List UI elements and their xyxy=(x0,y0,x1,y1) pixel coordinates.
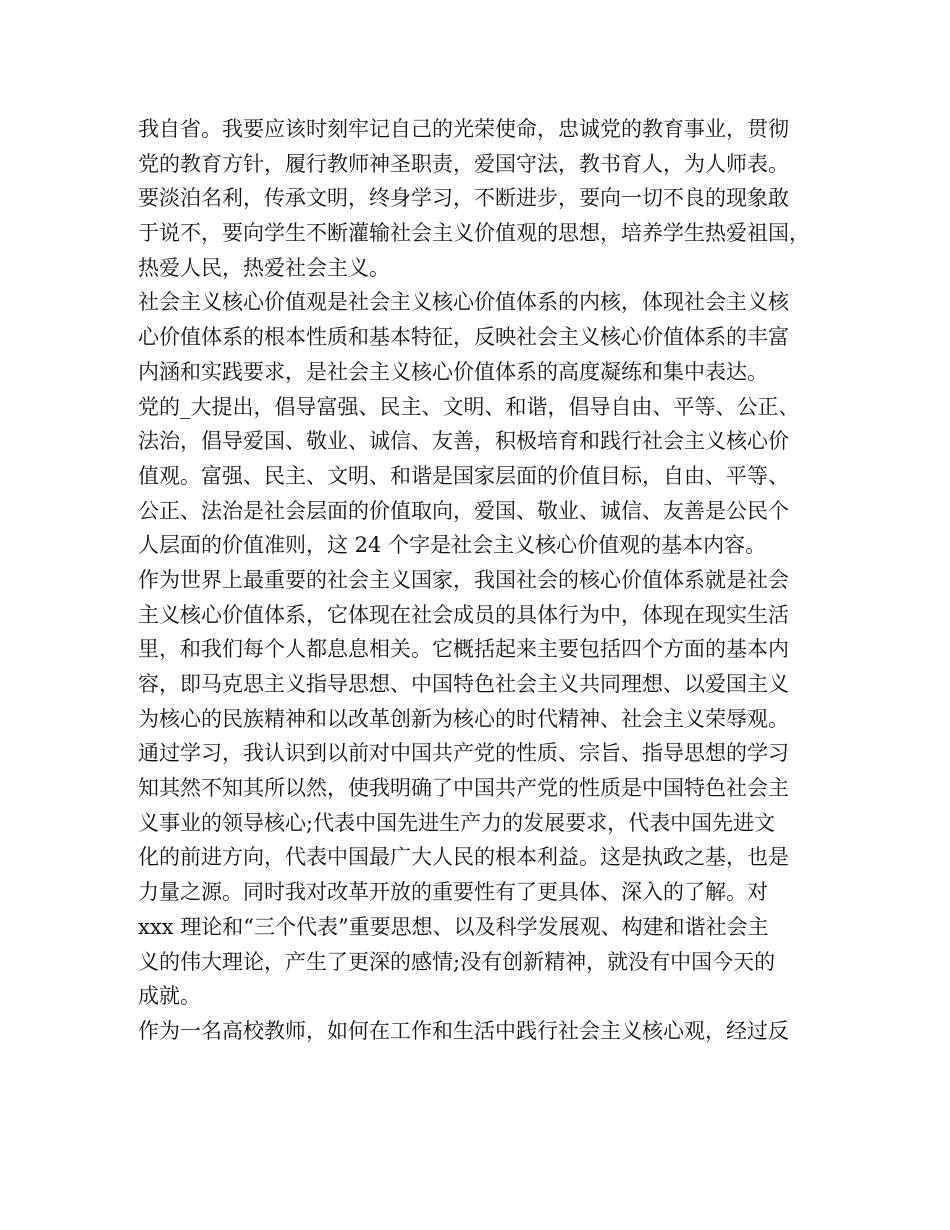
text-line: 党的_大提出，倡导富强、民主、文明、和谐，倡导自由、平等、公正、 xyxy=(138,394,800,419)
text-line: 值观。富强、民主、文明、和谐是国家层面的价值目标，自由、平等、 xyxy=(138,463,789,488)
text-line: 党的教育方针，履行教师神圣职责，爱国守法，教书育人，为人师表。 xyxy=(138,151,789,176)
text-line: 人层面的价值准则，这 24 个字是社会主义核心价值观的基本内容。 xyxy=(138,533,767,558)
text-line: 里，和我们每个人都息息相关。它概括起来主要包括四个方面的基本内 xyxy=(138,637,789,662)
text-line: 容，即马克思主义指导思想、中国特色社会主义共同理想、以爱国主义 xyxy=(138,672,789,696)
text-line: 我自省。我要应该时刻牢记自己的光荣使命，忠诚党的教育事业，贯彻 xyxy=(138,117,789,141)
text-line: 作为一名高校教师，如何在工作和生活中践行社会主义核心观，经过反 xyxy=(138,1018,789,1043)
text-line: 为核心的民族精神和以改革创新为核心的时代精神、社会主义荣辱观。 xyxy=(138,706,789,731)
text-line: 法治，倡导爱国、敬业、诚信、友善，积极培育和践行社会主义核心价 xyxy=(138,429,789,454)
text-line: 化的前进方向，代表中国最广大人民的根本利益。这是执政之基，也是 xyxy=(138,845,789,870)
text-line: 心价值体系的根本性质和基本特征，反映社会主义核心价值体系的丰富 xyxy=(138,325,789,350)
text-line: 主义核心价值体系，它体现在社会成员的具体行为中，体现在现实生活 xyxy=(138,602,789,627)
text-line: 内涵和实践要求，是社会主义核心价值体系的高度凝练和集中表达。 xyxy=(138,359,768,384)
text-line: 热爱人民，热爱社会主义。 xyxy=(138,255,390,280)
text-line: 公正、法治是社会层面的价值取向，爱国、敬业、诚信、友善是公民个 xyxy=(138,498,789,523)
text-line: xxx 理论和“三个代表”重要思想、以及科学发展观、构建和谐社会主 xyxy=(138,914,769,939)
text-line: 义事业的领导核心;代表中国先进生产力的发展要求，代表中国先进文 xyxy=(138,810,776,835)
text-line: 于说不，要向学生不断灌输社会主义价值观的思想，培养学生热爱祖国， xyxy=(138,221,810,246)
text-line: 作为世界上最重要的社会主义国家，我国社会的核心价值体系就是社会 xyxy=(138,567,789,592)
text-line: 通过学习，我认识到以前对中国共产党的性质、宗旨、指导思想的学习 xyxy=(138,741,789,766)
document-body xyxy=(138,112,838,1049)
text-line: 要淡泊名利，传承文明，终身学习，不断进步，要向一切不良的现象敢 xyxy=(138,186,789,211)
text-line: 社会主义核心价值观是社会主义核心价值体系的内核，体现社会主义核 xyxy=(138,290,789,315)
text-line: 力量之源。同时我对改革开放的重要性有了更具体、深入的了解。对 xyxy=(138,880,768,905)
text-line: 义的伟大理论，产生了更深的感情;没有创新精神，就没有中国今天的 xyxy=(138,949,776,974)
text-line: 成就。 xyxy=(138,984,201,1009)
text-line: 知其然不知其所以然，使我明确了中国共产党的性质是中国特色社会主 xyxy=(138,776,789,801)
